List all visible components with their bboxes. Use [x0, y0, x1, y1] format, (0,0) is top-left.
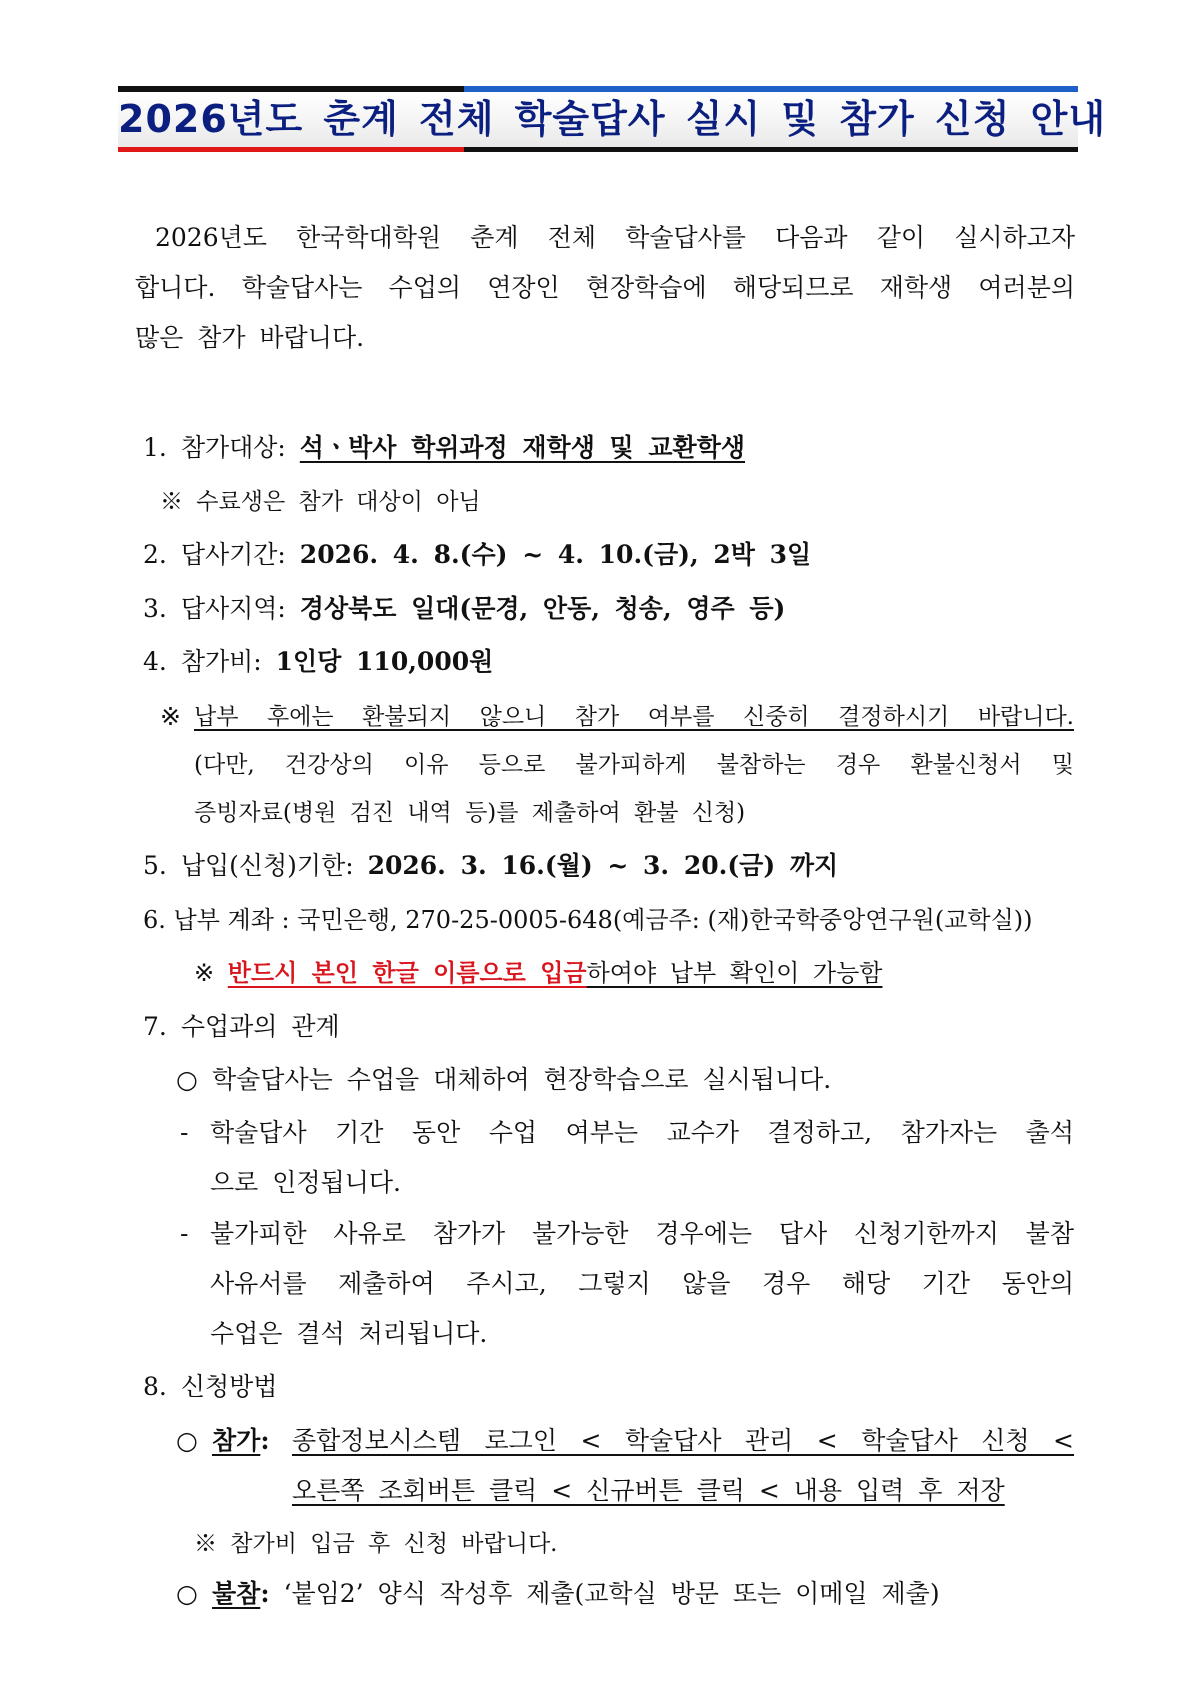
intro-line-2: 합니다. 학술답사는 수업의 연장인 현장학습에 해당되므로 재학생 여러분의: [135, 273, 1075, 302]
item-7-circle-text: 학술답사는 수업을 대체하여 현장학습으로 실시됩니다.: [212, 1065, 832, 1094]
item-3-number: 3.: [143, 594, 167, 623]
item-7-dash-2-line-b: 사유서를 제출하여 주시고, 그렇지 않을 경우 해당 기간 동안의: [210, 1269, 1074, 1298]
item-6-value: 국민은행, 270-25-0005-648(예금주: (재)한국학중앙연구원(교학실)): [297, 906, 1033, 934]
item-2-number: 2.: [143, 540, 167, 569]
item-4-number: 4.: [143, 647, 167, 676]
item-4-value: 1인당 110,000원: [275, 647, 494, 676]
item-7-dash-2: -: [180, 1219, 189, 1248]
item-6-note-mark: ※: [194, 959, 215, 987]
item-2-label: 답사기간:: [180, 540, 300, 569]
title-bottom-rule: [118, 147, 1078, 152]
item-5: [143, 846, 838, 886]
page-title: 2026년도 춘계 전체 학술답사 실시 및 참가 신청 안내: [118, 92, 1078, 147]
item-1-note: ※ 수료생은 참가 대상이 아님: [160, 489, 481, 515]
item-4-note-line-3: 증빙자료(병원 검진 내역 등)를 제출하여 환불 신청): [194, 800, 746, 826]
item-4-note-line-1: 납부 후에는 환불되지 않으니 참가 여부를 신중히 결정하시기 바랍니다.: [194, 704, 1074, 730]
item-7-circle-bullet: ○: [176, 1065, 198, 1094]
item-7-dash-1: -: [180, 1118, 189, 1147]
item-7: [143, 1007, 340, 1047]
title-banner: [118, 86, 1107, 152]
item-8-absent: 불참: ‘붙임2’ 양식 작성후 제출(교학실 방문 또는 이메일 제출): [212, 1579, 940, 1608]
item-1-number: 1.: [143, 433, 167, 462]
item-8-label: 신청방법: [180, 1372, 278, 1401]
item-8-absent-label: 불참: [212, 1579, 261, 1608]
item-8-circle-bullet-2: ○: [176, 1579, 198, 1608]
item-3-label: 답사지역:: [180, 594, 300, 623]
item-2-value: 2026. 4. 8.(수) ~ 4. 10.(금), 2박 3일: [299, 540, 812, 569]
item-3: [143, 589, 785, 629]
item-5-label: 납입(신청)기한:: [180, 851, 368, 880]
item-6-note: [194, 953, 883, 993]
item-8-join-line-1: 종합정보시스템 로그인 < 학술답사 관리 < 학술답사 신청 <: [292, 1426, 1074, 1455]
item-6-number: 6.: [143, 906, 166, 934]
item-8-join-line-2: 오른쪽 조회버튼 클릭 < 신규버튼 클릭 < 내용 입력 후 저장: [292, 1476, 1005, 1505]
item-6-label: 납부 계좌 :: [173, 906, 298, 934]
item-5-number: 5.: [143, 851, 167, 880]
item-1: [143, 428, 745, 468]
item-8-absent-text: ‘붙임2’ 양식 작성후 제출(교학실 방문 또는 이메일 제출): [283, 1579, 940, 1608]
item-6-note-rest: 하여야 납부 확인이 가능함: [586, 959, 883, 987]
item-4-label: 참가비:: [180, 647, 276, 676]
item-6: [143, 900, 1032, 940]
item-7-dash-2-line-a: 불가피한 사유로 참가가 불가능한 경우에는 답사 신청기한까지 불참: [210, 1219, 1074, 1248]
item-1-label: 참가대상:: [180, 433, 300, 462]
item-8-join-label: 참가:: [212, 1426, 270, 1455]
intro-line-1: 2026년도 한국학대학원 춘계 전체 학술답사를 다음과 같이 실시하고자: [155, 223, 1075, 252]
item-8-circle-bullet-1: ○: [176, 1426, 198, 1455]
item-7-dash-1-line-a: 학술답사 기간 동안 수업 여부는 교수가 결정하고, 참가자는 출석: [210, 1118, 1074, 1147]
item-1-value: 석ㆍ박사 학위과정 재학생 및 교환학생: [299, 433, 746, 462]
item-7-number: 7.: [143, 1012, 167, 1041]
item-8-note: ※ 참가비 입금 후 신청 바랍니다.: [194, 1531, 558, 1557]
item-5-value: 2026. 3. 16.(월) ~ 3. 20.(금) 까지: [367, 851, 839, 880]
item-4-note-mark: ※: [160, 702, 181, 731]
item-4-note-line-2: (다만, 건강상의 이유 등으로 불가피하게 불참하는 경우 환불신청서 및: [194, 752, 1074, 778]
item-8: [143, 1367, 277, 1407]
item-6-note-emphasis: 반드시 본인 한글 이름으로 입금: [227, 958, 587, 987]
item-8-number: 8.: [143, 1372, 167, 1401]
item-2: [143, 535, 811, 575]
item-4: [143, 642, 493, 682]
item-7-dash-1-line-b: 으로 인정됩니다.: [210, 1168, 401, 1197]
item-3-value: 경상북도 일대(문경, 안동, 청송, 영주 등): [299, 594, 786, 623]
item-7-label: 수업과의 관계: [180, 1012, 340, 1041]
intro-line-3: 많은 참가 바랍니다.: [135, 323, 365, 352]
item-7-dash-2-line-c: 수업은 결석 처리됩니다.: [210, 1319, 488, 1348]
